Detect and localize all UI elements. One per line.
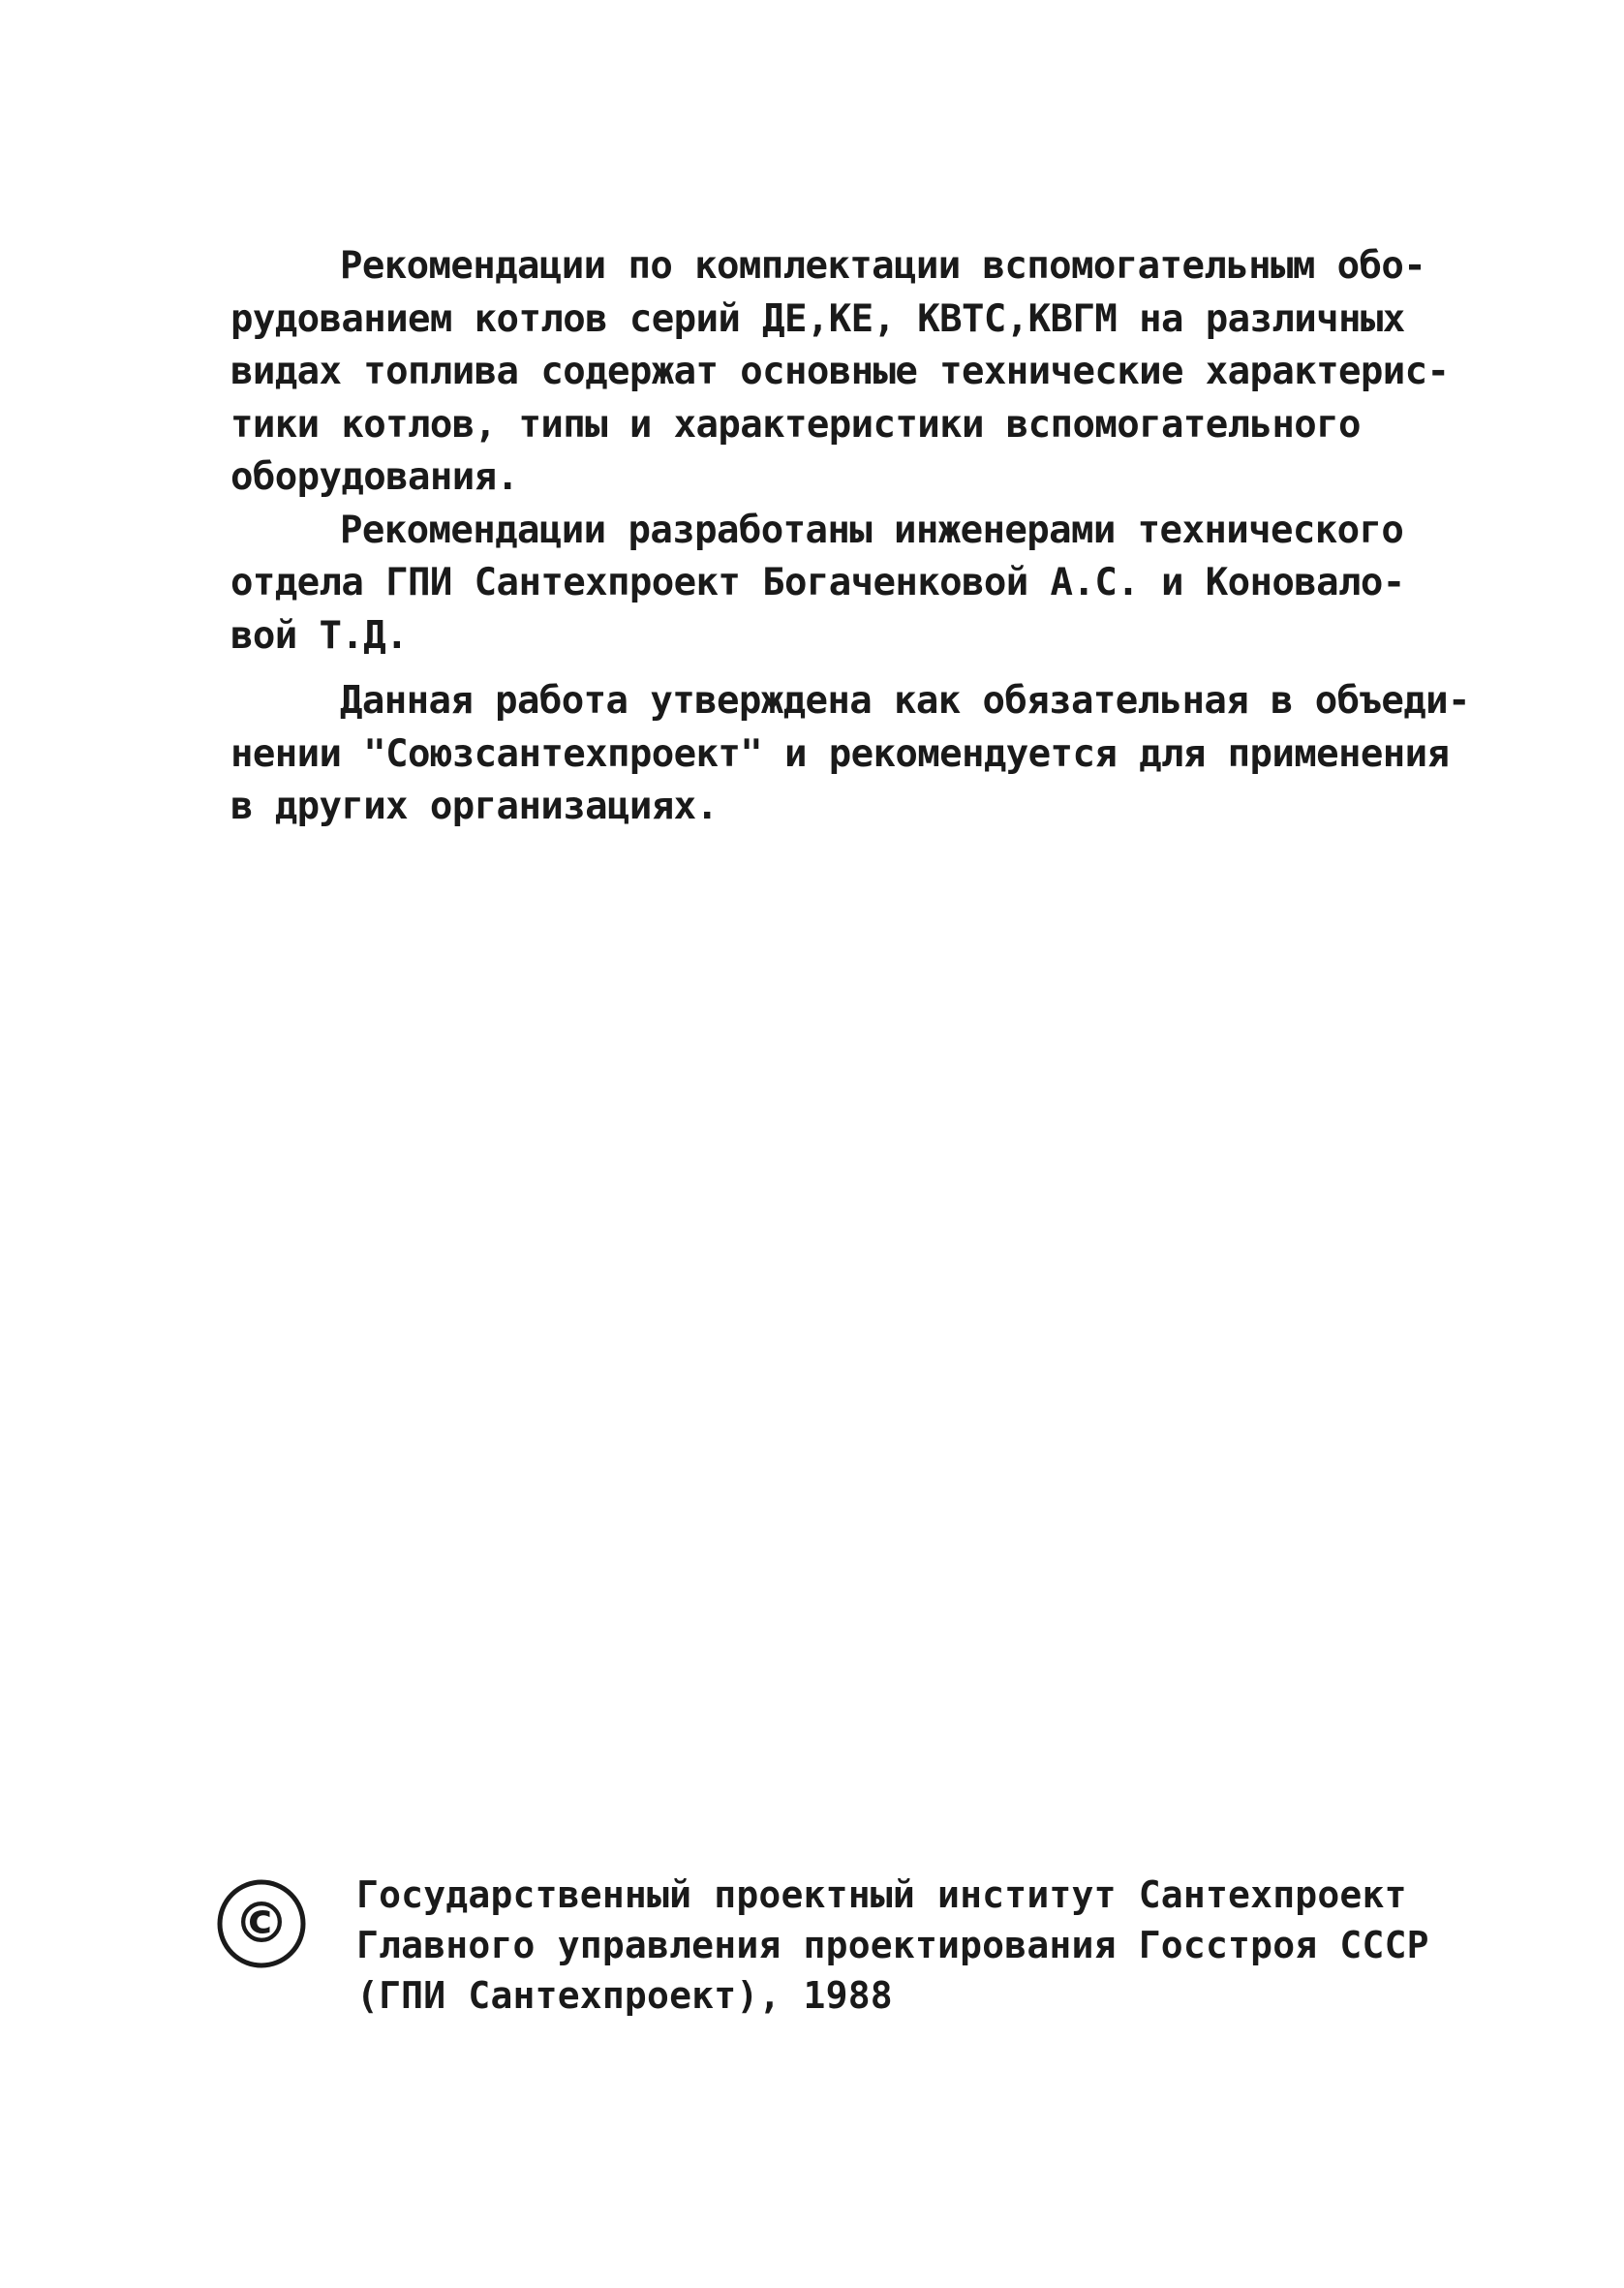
paragraph-3-line-3: в других организациях.	[230, 785, 719, 828]
publisher-line-2: Главного управления проектирования Госстроя СССР	[356, 1924, 1429, 1966]
paragraph-3-line-1: Данная работа утверждена как обязательная в объеди-	[340, 679, 1470, 723]
paragraph-3-line-2: нении "Союзсантехпроект" и рекомендуется для применения	[230, 731, 1450, 776]
paragraph-1-line-5: оборудования.	[230, 455, 519, 499]
copyright-symbol: ©	[233, 1890, 290, 1956]
paragraph-gap	[230, 663, 1470, 675]
publisher-line-3: (ГПИ Сантехпроект), 1988	[356, 1974, 893, 2017]
paragraph-2-line-2: отдела ГПИ Сантехпроект Богаченковой А.С. и Коновало-	[230, 561, 1405, 604]
paragraph-1-line-4: тики котлов, типы и характеристики вспомогательного	[230, 402, 1361, 447]
paragraph-2-line-3: вой Т.Д.	[230, 613, 409, 658]
paragraph-1-line-1: Рекомендации по комплектации вспомогательным обо-	[340, 244, 1426, 288]
body-text	[230, 240, 1470, 834]
publisher-info	[356, 1870, 1429, 2021]
publisher-line-1: Государственный проектный институт Сантехпроект	[356, 1873, 1407, 1916]
copyright-icon	[215, 1877, 308, 1970]
paragraph-1-line-3: видах топлива содержат основные технические характерис-	[230, 350, 1450, 393]
paragraph-2-line-1: Рекомендации разработаны инженерами технического	[340, 508, 1404, 552]
paragraph-1-line-2: рудованием котлов серий ДЕ,КЕ, КВТС,КВГМ на различных	[230, 296, 1405, 341]
